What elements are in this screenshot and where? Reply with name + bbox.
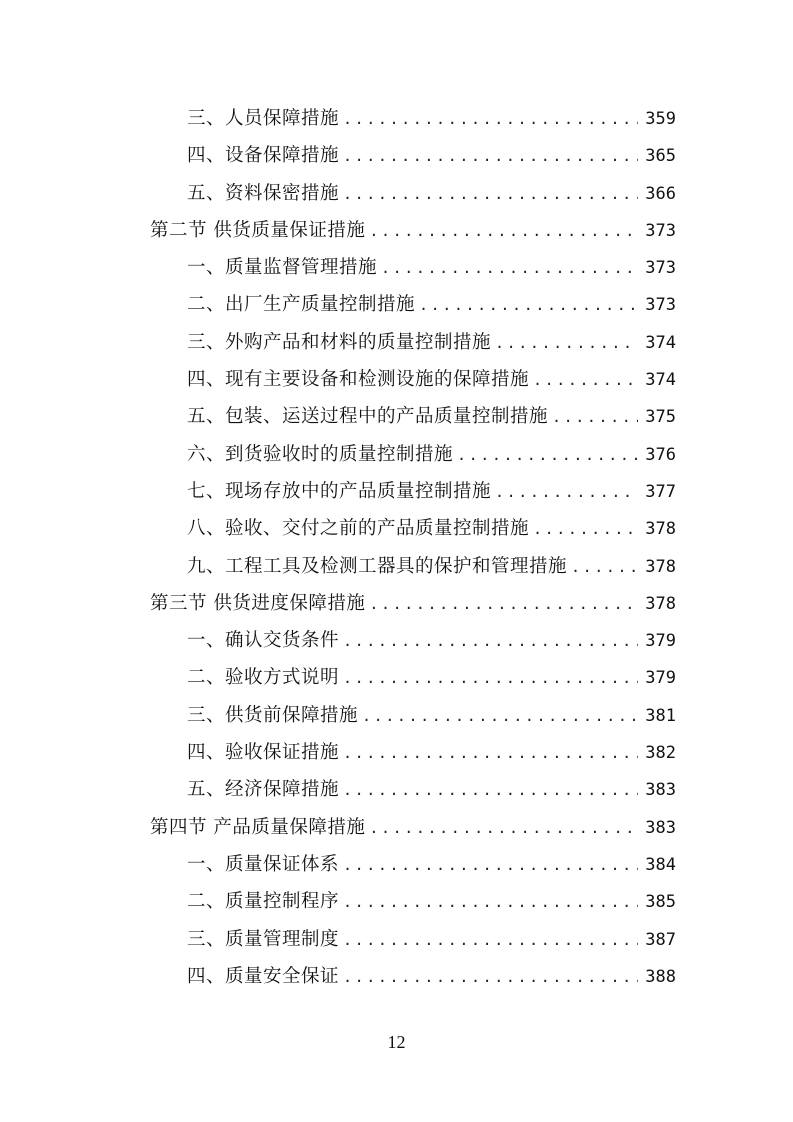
toc-section-entry[interactable] bbox=[150, 212, 676, 249]
toc-entry[interactable] bbox=[150, 473, 676, 510]
toc-entry-page: 388 bbox=[645, 966, 676, 987]
toc-entry-page: 385 bbox=[645, 892, 676, 913]
toc-entry[interactable] bbox=[150, 697, 676, 734]
toc-entry-title: 九、工程工具及检测工器具的保护和管理措施 bbox=[187, 555, 568, 577]
dot-leader bbox=[343, 623, 638, 660]
toc-entry[interactable] bbox=[150, 958, 676, 995]
dot-leader bbox=[343, 772, 638, 809]
dot-leader bbox=[362, 698, 638, 735]
toc-entry-title: 一、质量监督管理措施 bbox=[187, 257, 378, 279]
toc-entry[interactable] bbox=[150, 175, 676, 212]
toc-entry[interactable] bbox=[150, 286, 676, 323]
toc-entry-page: 382 bbox=[645, 743, 676, 764]
dot-leader bbox=[369, 586, 638, 623]
toc-entry-page: 378 bbox=[645, 556, 676, 577]
toc-entry-title: 一、质量保证体系 bbox=[187, 853, 340, 875]
toc-entry-page: 374 bbox=[645, 332, 676, 353]
toc-entry[interactable] bbox=[150, 249, 676, 286]
toc-entry-title: 五、包装、运送过程中的产品质量控制措施 bbox=[187, 406, 549, 428]
toc-entry-title: 二、验收方式说明 bbox=[187, 667, 340, 689]
toc-entry-page: 377 bbox=[645, 481, 676, 502]
dot-leader bbox=[552, 399, 638, 436]
toc-entry-title: 第四节 产品质量保障措施 bbox=[150, 816, 366, 838]
toc-entry-title: 一、确认交货条件 bbox=[187, 630, 340, 652]
toc-entry-page: 383 bbox=[645, 817, 676, 838]
toc-entry[interactable] bbox=[150, 846, 676, 883]
dot-leader bbox=[457, 437, 638, 474]
toc-entry[interactable] bbox=[150, 622, 676, 659]
toc-entry-page: 365 bbox=[645, 146, 676, 167]
toc-entry[interactable] bbox=[150, 361, 676, 398]
dot-leader bbox=[343, 884, 638, 921]
toc-entry[interactable] bbox=[150, 771, 676, 808]
toc-section-entry[interactable] bbox=[150, 585, 676, 622]
toc-entry[interactable] bbox=[150, 100, 676, 137]
toc-entry-page: 387 bbox=[645, 929, 676, 950]
dot-leader bbox=[343, 176, 638, 213]
dot-leader bbox=[343, 735, 638, 772]
toc-entry-title: 三、质量管理制度 bbox=[187, 928, 340, 950]
table-of-contents bbox=[150, 100, 676, 995]
dot-leader bbox=[343, 922, 638, 959]
dot-leader bbox=[343, 660, 638, 697]
toc-entry[interactable] bbox=[150, 137, 676, 174]
toc-entry-page: 373 bbox=[645, 295, 676, 316]
toc-entry-title: 二、质量控制程序 bbox=[187, 891, 340, 913]
toc-entry[interactable] bbox=[150, 921, 676, 958]
toc-entry[interactable] bbox=[150, 436, 676, 473]
dot-leader bbox=[343, 847, 638, 884]
toc-entry[interactable] bbox=[150, 659, 676, 696]
toc-entry-page: 373 bbox=[645, 258, 676, 279]
toc-entry-page: 373 bbox=[645, 220, 676, 241]
toc-entry-title: 四、验收保证措施 bbox=[187, 742, 340, 764]
toc-entry-title: 三、人员保障措施 bbox=[187, 108, 340, 129]
dot-leader bbox=[495, 474, 638, 511]
dot-leader bbox=[533, 511, 638, 548]
dot-leader bbox=[533, 362, 638, 399]
toc-entry-page: 366 bbox=[645, 183, 676, 204]
dot-leader bbox=[369, 213, 638, 250]
toc-entry-page: 383 bbox=[645, 780, 676, 801]
toc-entry-page: 379 bbox=[645, 631, 676, 652]
toc-entry-title: 七、现场存放中的产品质量控制措施 bbox=[187, 480, 492, 502]
dot-leader bbox=[343, 101, 638, 138]
toc-entry-page: 375 bbox=[645, 407, 676, 428]
toc-entry-page: 384 bbox=[645, 854, 676, 875]
toc-entry-title: 二、出厂生产质量控制措施 bbox=[187, 294, 416, 316]
dot-leader bbox=[343, 138, 638, 175]
dot-leader bbox=[369, 810, 638, 847]
toc-entry-title: 第二节 供货质量保证措施 bbox=[150, 219, 366, 241]
toc-entry-title: 三、外购产品和材料的质量控制措施 bbox=[187, 331, 492, 353]
toc-entry-page: 359 bbox=[645, 109, 676, 129]
toc-entry-page: 378 bbox=[645, 519, 676, 540]
toc-entry[interactable] bbox=[150, 734, 676, 771]
toc-entry-page: 374 bbox=[645, 370, 676, 391]
toc-entry-page: 381 bbox=[645, 705, 676, 726]
toc-entry-title: 四、现有主要设备和检测设施的保障措施 bbox=[187, 369, 530, 391]
dot-leader bbox=[571, 549, 638, 586]
page-number: 12 bbox=[387, 1032, 406, 1052]
dot-leader bbox=[343, 959, 638, 996]
toc-entry[interactable] bbox=[150, 324, 676, 361]
toc-section-entry[interactable] bbox=[150, 809, 676, 846]
toc-entry[interactable] bbox=[150, 398, 676, 435]
toc-entry-title: 第三节 供货进度保障措施 bbox=[150, 592, 366, 614]
dot-leader bbox=[495, 325, 638, 362]
toc-entry-title: 四、设备保障措施 bbox=[187, 145, 340, 167]
dot-leader bbox=[419, 287, 638, 324]
toc-entry-page: 376 bbox=[645, 444, 676, 465]
toc-entry-page: 379 bbox=[645, 668, 676, 689]
toc-entry-title: 三、供货前保障措施 bbox=[187, 704, 359, 726]
toc-entry[interactable] bbox=[150, 883, 676, 920]
dot-leader bbox=[381, 250, 638, 287]
toc-entry-title: 五、经济保障措施 bbox=[187, 779, 340, 801]
toc-entry-page: 378 bbox=[645, 593, 676, 614]
toc-entry-title: 六、到货验收时的质量控制措施 bbox=[187, 443, 454, 465]
toc-entry-title: 五、资料保密措施 bbox=[187, 182, 340, 204]
toc-entry[interactable] bbox=[150, 548, 676, 585]
toc-entry-title: 四、质量安全保证 bbox=[187, 965, 340, 987]
toc-entry[interactable] bbox=[150, 510, 676, 547]
toc-entry-title: 八、验收、交付之前的产品质量控制措施 bbox=[187, 518, 530, 540]
